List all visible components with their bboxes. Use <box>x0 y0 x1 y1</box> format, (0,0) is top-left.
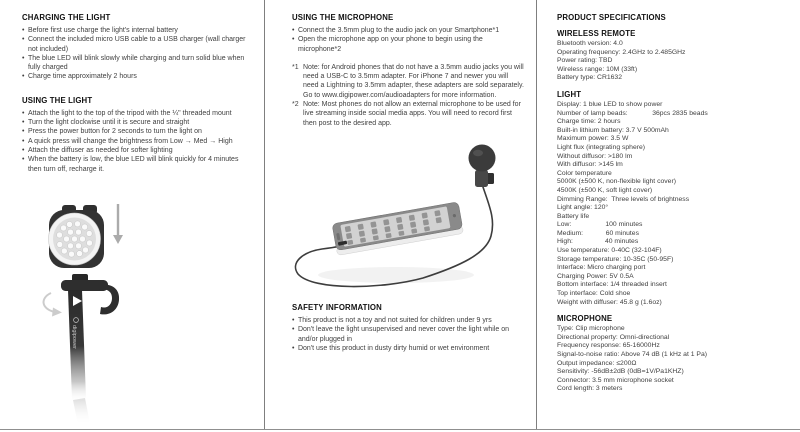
spec-line: Without diffusor: >180 lm <box>557 152 633 160</box>
microphone-subheading: MICROPHONE <box>557 314 613 324</box>
spec-line: Battery life <box>557 212 590 220</box>
spec-line: Light angle: 120° <box>557 204 609 212</box>
note-text: Note: Most phones do not allow an external microphone to be used for live streaming inside social media apps. You will need to record first then post to the desired app. <box>303 101 521 127</box>
spec-line: Signal-to-noise ratio: Above 74 dB (1 kHz at 1 Pa) <box>557 351 707 358</box>
microphone-notes <box>292 63 524 128</box>
spec-line: Low: 100 minutes <box>557 221 643 229</box>
spec-line: Connector: 3.5 mm microphone socket <box>557 376 674 384</box>
spec-line: Cord length: 3 meters <box>557 385 623 393</box>
light-and-mount-illustration <box>28 190 188 425</box>
light-subheading: LIGHT <box>557 89 582 99</box>
spec-line: Use temperature: 0-40C (32-104F) <box>557 247 662 255</box>
light-specs <box>557 101 789 307</box>
spec-line: Wireless range: 10M (33ft) <box>557 65 638 73</box>
spec-line: High: 40 minutes <box>557 238 639 246</box>
note-text: Note: for Android phones that do not have a 3.5mm audio jacks you will need a USB-C to 3.5mm adapter. For iPhone 7 and newer you will need a Lightning to 3.5mm adapter, these adapters are sold separately. Go to www.digipower.com/audioadapters for more information. <box>303 63 524 99</box>
note-item <box>292 100 524 128</box>
column-divider <box>536 0 537 430</box>
bullet-item: • Before first use charge the light's internal battery <box>22 26 248 35</box>
spec-line: Interface: Micro charging port <box>557 264 646 272</box>
charging-bullets <box>22 26 248 82</box>
mount-hook <box>99 285 119 315</box>
note-item <box>292 63 524 100</box>
smartphone <box>332 202 464 256</box>
bullet-item: • This product is not a toy and not suited for children under 9 yrs <box>292 316 524 325</box>
brand-text: digipower <box>71 325 77 349</box>
spec-line: Number of lamp beads: 36pcs 2835 beads <box>557 109 708 117</box>
spec-line: Display: 1 blue LED to show power <box>557 100 663 108</box>
section-using-the-microphone <box>292 13 524 128</box>
bullet-item: • Charge time approximately 2 hours <box>22 72 248 81</box>
using-light-heading: USING THE LIGHT <box>22 95 93 105</box>
spec-line: Type: Clip microphone <box>557 325 625 333</box>
safety-heading: SAFETY INFORMATION <box>292 302 382 312</box>
microphone-bullets <box>292 26 524 54</box>
spec-line: Top interface: Cold shoe <box>557 290 631 298</box>
spec-line: Operating frequency: 2.4GHz to 2.485GHz <box>557 48 686 56</box>
using-microphone-heading: USING THE MICROPHONE <box>292 13 394 22</box>
bullet-item: • Don't leave the light unsupervised and never cover the light while on and/or plugged in <box>292 325 524 344</box>
spec-line: Maximum power: 3.5 W <box>557 135 629 143</box>
section-using-the-light <box>22 96 248 174</box>
microphone-body <box>475 170 488 187</box>
down-arrow-icon <box>113 204 123 244</box>
spec-line: Output impedance: ≤200Ω <box>557 359 637 367</box>
spec-line: Weight with diffuser: 45.8 g (1.6oz) <box>557 298 662 306</box>
column-product-specifications <box>557 0 789 394</box>
bullet-item: • Connect the 3.5mm plug to the audio jack on your Smartphone*1 <box>292 26 524 35</box>
spec-line: Medium: 60 minutes <box>557 229 639 237</box>
bullet-item: • When the battery is low, the blue LED will blink quickly for 4 minutes then turn off, recharge it. <box>22 155 248 174</box>
phone-shadow <box>318 267 474 283</box>
bullet-item: • Attach the diffuser as needed for softer lighting <box>22 146 248 155</box>
microphone-foam-highlight <box>473 150 483 156</box>
using-light-bullets <box>22 109 248 174</box>
bullet-item: • Attach the light to the top of the tripod with the ¼" threaded mount <box>22 109 248 118</box>
product-specifications-heading: PRODUCT SPECIFICATIONS <box>557 13 666 22</box>
column-charging-using-light <box>22 0 248 174</box>
bullet-item: • A quick press will change the brightness from Low → Med → High <box>22 137 248 146</box>
spec-line: Storage temperature: 10-35C (50-95F) <box>557 255 674 263</box>
safety-bullets <box>292 316 524 353</box>
note-marker: *1 <box>292 63 299 71</box>
bullet-item: • Don't use this product in dusty dirty humid or wet environment <box>292 344 524 353</box>
charging-heading: CHARGING THE LIGHT <box>22 13 111 22</box>
spec-line: Sensitivity: -56dB±2dB (0dB=1V/Pa1KHZ) <box>557 368 684 376</box>
bullet-item: • Open the microphone app on your phone to begin using the microphone*2 <box>292 35 524 54</box>
spec-line: With diffusor: >145 lm <box>557 161 623 169</box>
phone-with-microphone-illustration <box>288 128 523 294</box>
spec-line: Power rating: TBD <box>557 57 613 65</box>
handle-reflection <box>73 398 90 425</box>
spec-line: 5000K (±500 K, non-flexible light cover) <box>557 178 676 186</box>
spec-line: Built-in lithium battery: 3.7 V 500mAh <box>557 126 669 134</box>
spec-line: Color temperature <box>557 169 612 177</box>
wireless-remote-specs <box>557 40 789 83</box>
spec-line: Charging Power: 5V 0.5A <box>557 272 634 280</box>
bullet-item: • Connect the included micro USB cable to a USB charger (wall charger not included) <box>22 35 248 54</box>
note-marker: *2 <box>292 101 299 109</box>
spec-line: Dimming Range: Three levels of brightness <box>557 195 690 203</box>
microphone-specs <box>557 325 789 394</box>
rotate-arrow-icon <box>44 293 62 317</box>
spec-line: Frequency response: 65-16000Hz <box>557 342 660 350</box>
spec-line: Directional property: Omni-directional <box>557 333 670 341</box>
spec-line: Charge time: 2 hours <box>557 118 621 126</box>
section-safety-information <box>292 303 524 353</box>
column-divider <box>264 0 265 430</box>
clip-microphone <box>469 145 496 188</box>
bottom-rule <box>0 429 800 430</box>
microphone-foam <box>469 145 496 172</box>
spec-line: 4500K (±500 K, soft light cover) <box>557 186 653 194</box>
spec-line: Battery type: CR1632 <box>557 74 622 82</box>
section-charging-the-light <box>22 13 248 82</box>
spec-line: Bluetooth version: 4.0 <box>557 40 623 47</box>
wireless-remote-subheading: WIRELESS REMOTE <box>557 29 636 38</box>
bullet-item: • Turn the light clockwise until it is secure and straight <box>22 118 248 127</box>
bullet-item: • The blue LED will blink slowly while charging and turn solid blue when fully charged <box>22 54 248 73</box>
spec-line: Bottom interface: 1/4 threaded insert <box>557 281 667 289</box>
bullet-item: • Press the power button for 2 seconds to turn the light on <box>22 127 248 136</box>
spec-line: Light flux (integrating sphere) <box>557 143 646 151</box>
